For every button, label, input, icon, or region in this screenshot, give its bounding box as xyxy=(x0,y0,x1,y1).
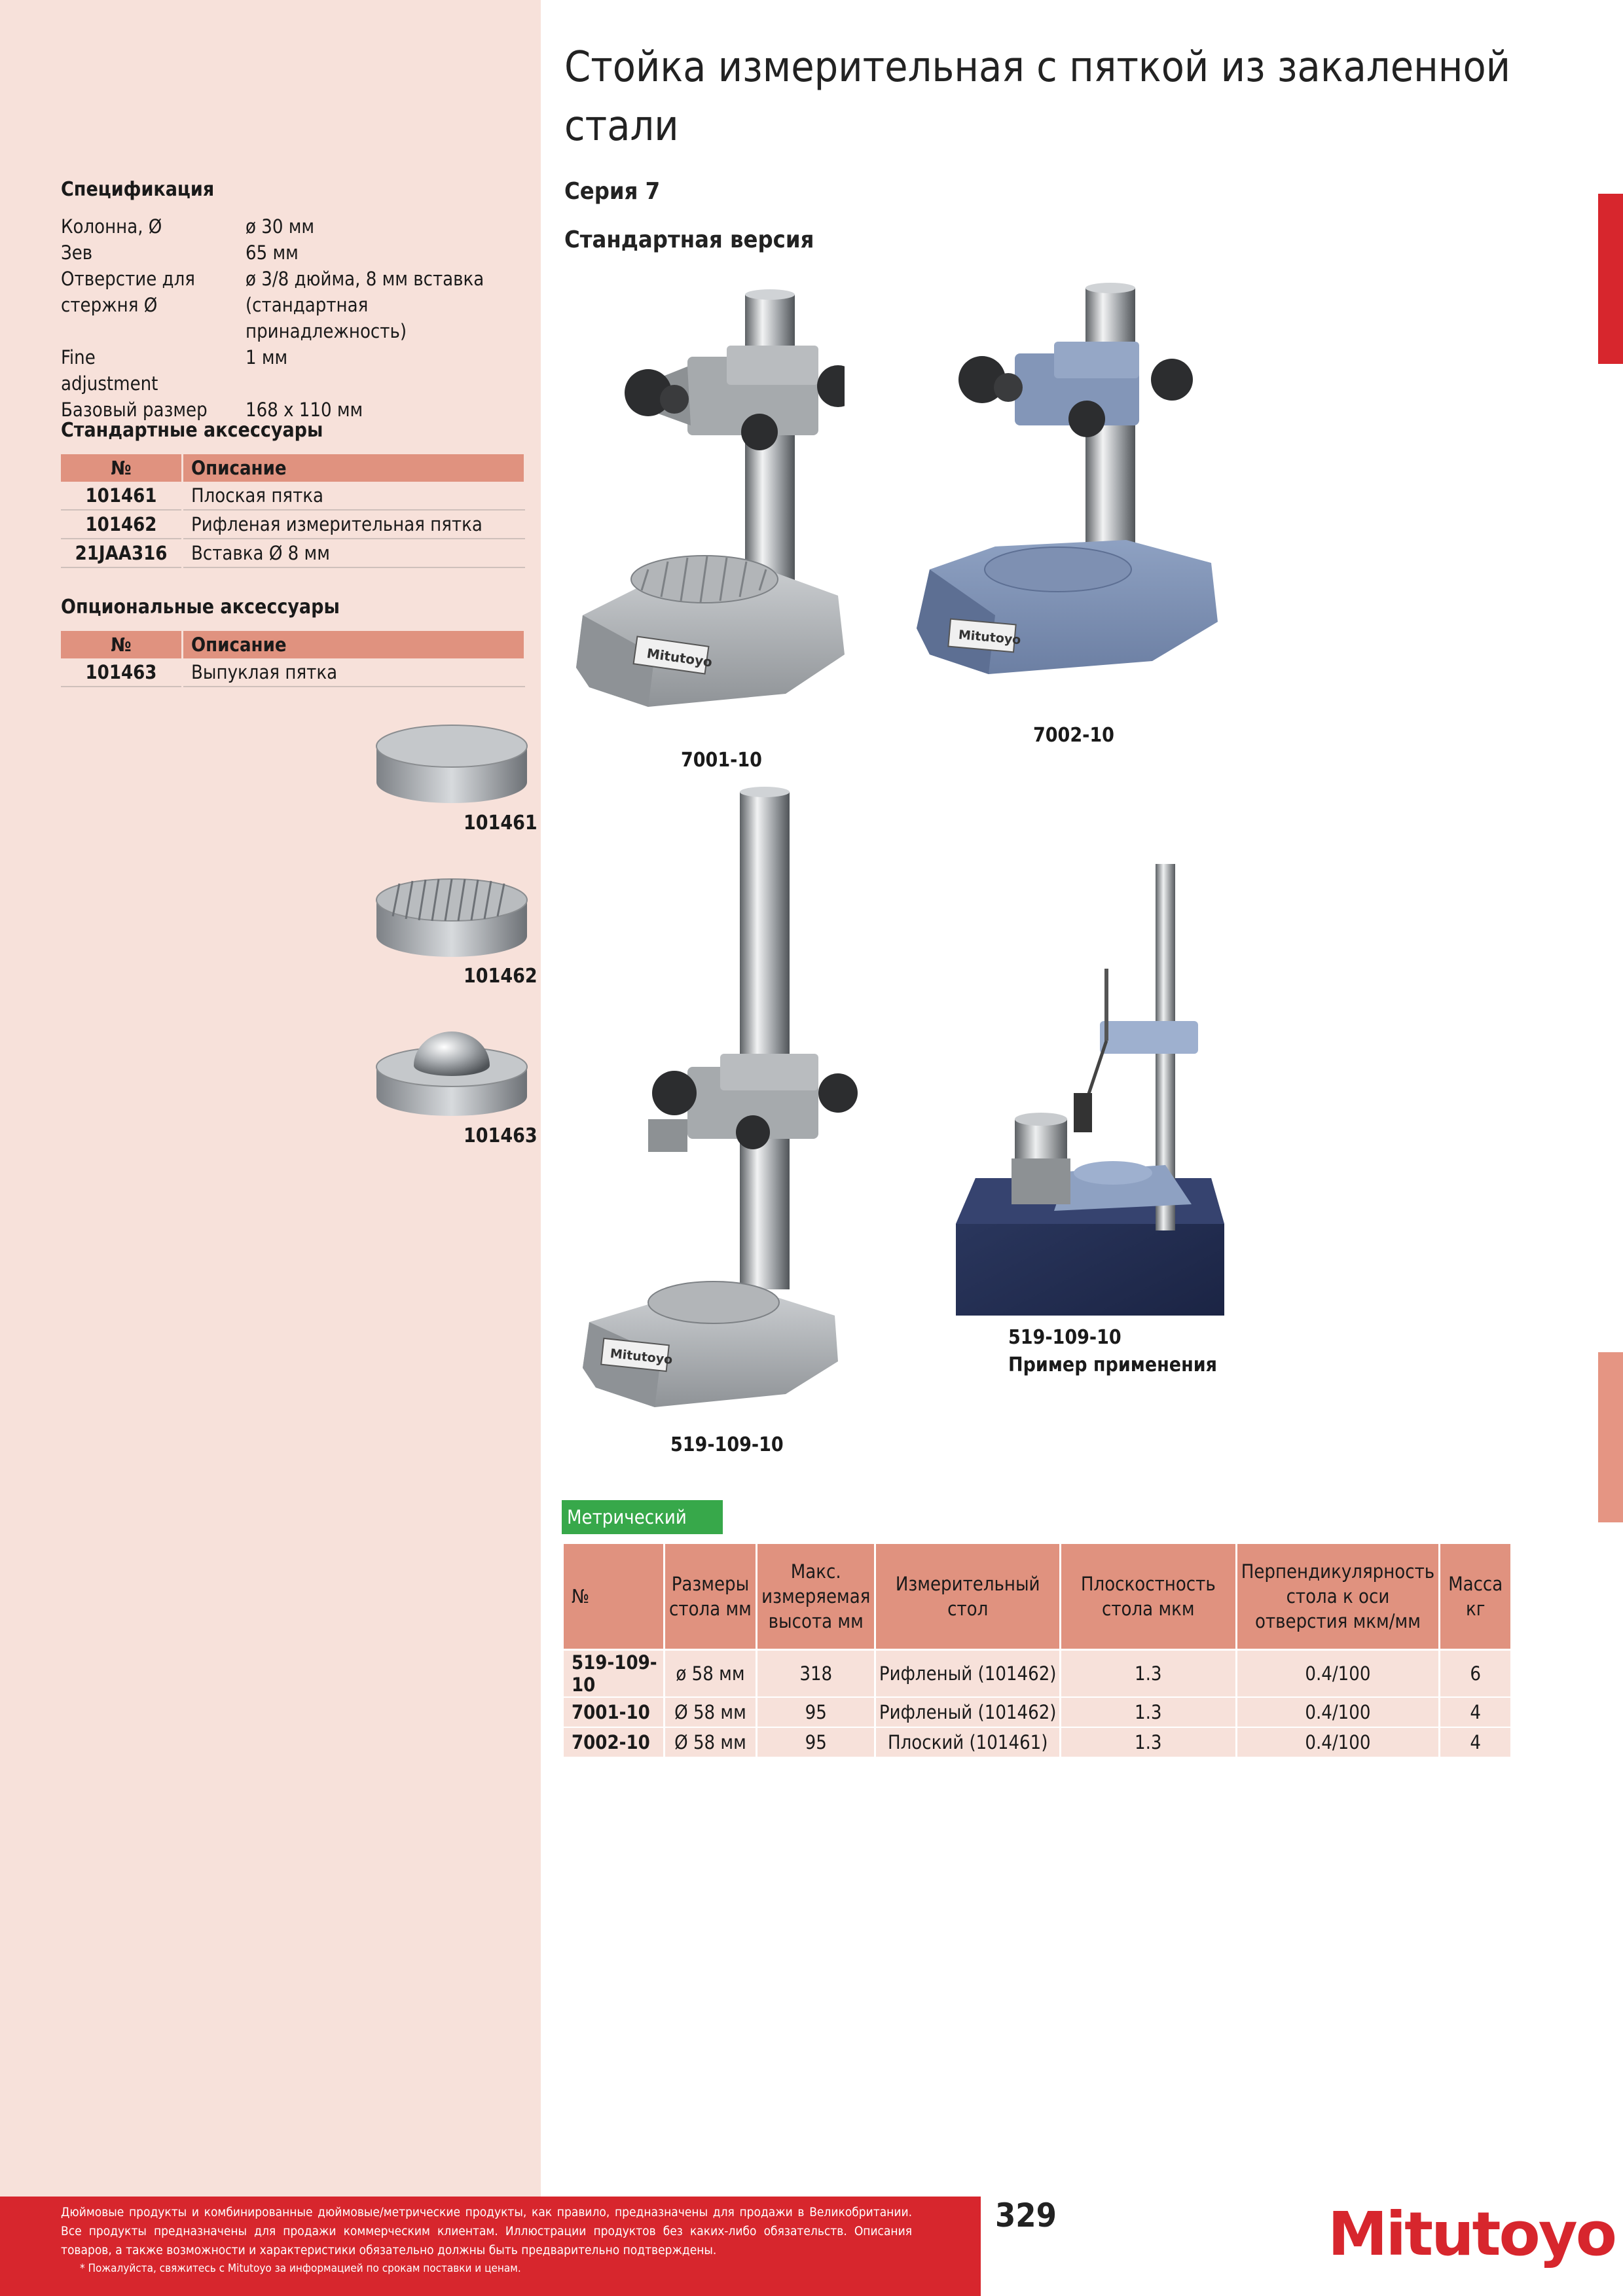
col-desc-header: Описание xyxy=(183,631,525,658)
footer-bar xyxy=(0,2197,981,2296)
serrated-platen-image xyxy=(373,870,530,962)
product-caption: 7002-10 xyxy=(1033,724,1114,747)
table-cell: 1.3 xyxy=(1061,1697,1236,1727)
spec-value: ø 30 мм xyxy=(246,215,315,238)
spec-heading: Спецификация xyxy=(61,178,215,201)
spec-list xyxy=(61,213,519,423)
table-cell: 95 xyxy=(757,1697,875,1727)
brand-logo: Mitutoyo xyxy=(1328,2199,1615,2269)
table-cell: 0.4/100 xyxy=(1236,1727,1440,1757)
table-row xyxy=(61,658,525,687)
col-header: Измерительный стол xyxy=(875,1543,1061,1650)
spec-value: 65 мм xyxy=(246,242,299,264)
acc-number: 21JAA316 xyxy=(61,539,183,567)
stand-7002-10-image xyxy=(910,281,1224,674)
table-cell: 1.3 xyxy=(1061,1650,1236,1698)
spec-key: Зев xyxy=(61,242,93,264)
platen-label: 101462 xyxy=(464,965,538,988)
spec-row xyxy=(61,240,519,266)
col-desc-header: Описание xyxy=(183,454,525,482)
flat-platen-image xyxy=(373,717,530,808)
spec-key: Базовый размер xyxy=(61,399,208,421)
product-caption: 519-109-10 xyxy=(1008,1326,1122,1349)
table-cell: 7001-10 xyxy=(563,1697,665,1727)
spec-value: 1 мм xyxy=(246,346,288,368)
table-cell: 1.3 xyxy=(1061,1727,1236,1757)
table-cell: 4 xyxy=(1440,1697,1512,1727)
product-caption: 7001-10 xyxy=(681,749,762,772)
col-header: № xyxy=(563,1543,665,1650)
svg-text:Mitutoyo: Mitutoyo xyxy=(609,1346,674,1367)
platen-label: 101461 xyxy=(464,812,538,834)
col-no-header: № xyxy=(61,631,183,658)
spec-row xyxy=(61,266,519,292)
series-label: Серия 7 xyxy=(564,178,661,205)
table-row xyxy=(61,510,525,539)
section-tab-red xyxy=(1598,194,1623,364)
table-row xyxy=(563,1727,1512,1757)
product-caption: 519-109-10 xyxy=(670,1433,784,1456)
col-header: Плоскостность стола мкм xyxy=(1061,1543,1236,1650)
spec-row xyxy=(61,370,519,397)
convex-platen-image xyxy=(373,1021,530,1119)
spec-value: 168 x 110 мм xyxy=(246,399,363,421)
product-caption-secondary: Пример применения xyxy=(1008,1354,1217,1376)
table-row xyxy=(61,539,525,567)
optional-accessories-heading: Опциональные аксессуары xyxy=(61,596,340,619)
acc-desc: Рифленая измерительная пятка xyxy=(183,510,525,539)
platen-label: 101463 xyxy=(464,1124,538,1147)
page-number: 329 xyxy=(995,2197,1057,2234)
table-cell: 0.4/100 xyxy=(1236,1650,1440,1698)
spec-row xyxy=(61,292,519,344)
table-cell: ø 58 мм xyxy=(664,1650,756,1698)
spec-key: Колонна, Ø xyxy=(61,215,162,238)
table-cell: 4 xyxy=(1440,1727,1512,1757)
spec-value: (стандартная принадлежность) xyxy=(246,294,407,342)
table-cell: 519-109-10 xyxy=(563,1650,665,1698)
section-tab-pink xyxy=(1598,1352,1623,1522)
table-cell: Ø 58 мм xyxy=(664,1697,756,1727)
svg-text:Mitutoyo: Mitutoyo xyxy=(958,627,1022,648)
table-cell: 318 xyxy=(757,1650,875,1698)
col-header: Макс. измеряемая высота мм xyxy=(757,1543,875,1650)
acc-desc: Выпуклая пятка xyxy=(183,658,525,687)
stand-519-109-10-image xyxy=(576,779,864,1420)
acc-number: 101462 xyxy=(61,510,183,539)
footer-note: * Пожалуйста, свяжитесь с Mitutoyo за информацией по срокам поставки и ценам. xyxy=(80,2262,521,2275)
version-label: Стандартная версия xyxy=(564,226,814,253)
table-cell: 6 xyxy=(1440,1650,1512,1698)
table-cell: 0.4/100 xyxy=(1236,1697,1440,1727)
spec-key: Fine xyxy=(61,346,96,368)
application-example-image xyxy=(949,857,1231,1329)
svg-text:Mitutoyo: Mitutoyo xyxy=(646,645,714,670)
acc-number: 101461 xyxy=(61,482,183,510)
table-row xyxy=(563,1650,1512,1698)
spec-value: ø 3/8 дюйма, 8 мм вставка xyxy=(246,268,484,290)
acc-desc: Плоская пятка xyxy=(183,482,525,510)
spec-key: стержня Ø xyxy=(61,294,158,316)
spec-row xyxy=(61,344,519,370)
spec-key: adjustment xyxy=(61,372,158,395)
table-cell: Рифленый (101462) xyxy=(875,1697,1061,1727)
acc-number: 101463 xyxy=(61,658,183,687)
table-cell: 95 xyxy=(757,1727,875,1757)
standard-accessories-heading: Стандартные аксессуары xyxy=(61,419,323,442)
optional-accessories-table xyxy=(61,631,526,687)
table-cell: Рифленый (101462) xyxy=(875,1650,1061,1698)
footer-disclaimer: Дюймовые продукты и комбинированные дюймовые/метрические продукты, как правило, предназначены для продажи в Великобритании. Все продукты предназначены для продажи коммерческим клиентам. Иллюстрации продуктов без каких-либо обязательств. Описания товаров, а также возможности и характеристики обязательно должны быть предварительно подтверждены. xyxy=(61,2205,912,2257)
spec-table xyxy=(562,1542,1512,1758)
table-row xyxy=(61,482,525,510)
table-cell: Ø 58 мм xyxy=(664,1727,756,1757)
metric-badge: Метрический xyxy=(562,1500,723,1534)
standard-accessories-table xyxy=(61,454,526,568)
table-row xyxy=(563,1697,1512,1727)
stand-7001-10-image xyxy=(570,288,845,733)
col-header: Перпендикулярность стола к оси отверстия мкм/мм xyxy=(1236,1543,1440,1650)
col-header: Масса кг xyxy=(1440,1543,1512,1650)
page-title: Стойка измерительная с пяткой из закаленной стали xyxy=(564,43,1511,151)
spec-value xyxy=(246,370,519,397)
acc-desc: Вставка Ø 8 мм xyxy=(183,539,525,567)
table-cell: 7002-10 xyxy=(563,1727,665,1757)
col-no-header: № xyxy=(61,454,183,482)
spec-key: Отверстие для xyxy=(61,268,195,290)
col-header: Размеры стола мм xyxy=(664,1543,756,1650)
table-cell: Плоский (101461) xyxy=(875,1727,1061,1757)
spec-row xyxy=(61,213,519,240)
